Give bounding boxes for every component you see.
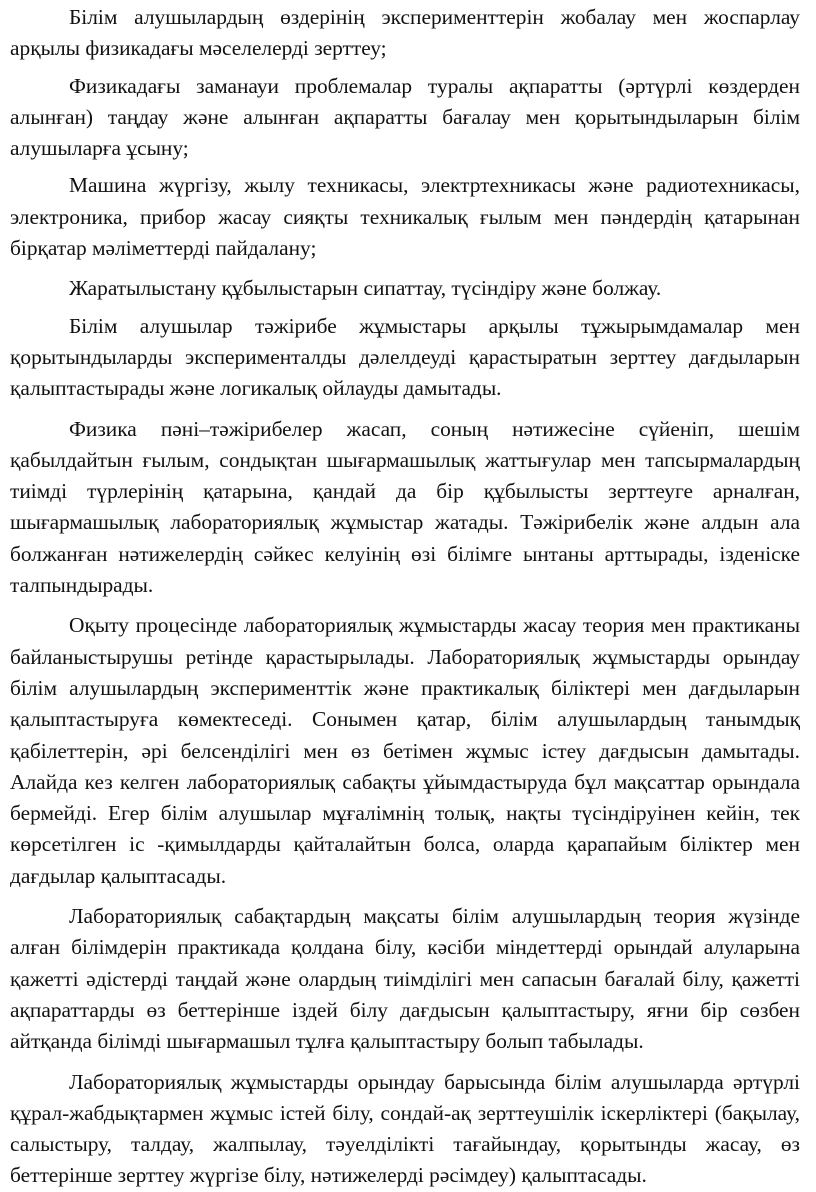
paragraph-technical-sciences: Машина жүргізу, жылу техникасы, электртехникасы және радиотехникасы, электроника, прибор жасау сияқты техникалық ғылым мен пәндердің қатарынан бірқатар мәліметтерді пайдалану; <box>10 173 800 261</box>
paragraph-natural-phenomena: Жаратылыстану құбылыстарын сипаттау, түсіндіру және болжау. <box>69 276 662 301</box>
document-page <box>10 2 800 1192</box>
paragraph-lab-lesson-goal: Лабораториялық сабақтардың мақсаты білім алушылардың теория жүзінде алған білімдерін практикада қолдана білу, кәсіби міндеттерді орындай алуларына қажетті әдістерді таңдай және олардың тиімділігі мен сапасын бағалай білу, қажетті ақпараттарды өз беттерінше іздей білу дағдысын қалыптастыру, яғни бір сөзбен айтқанда білімді шығармашыл тұлға қалыптастыру болып табылады. <box>10 904 800 1054</box>
paragraph-modern-problems: Физикадағы заманауи проблемалар туралы ақпаратты (әртүрлі көздерден алынған) таңдау және алынған ақпаратты бағалау мен қорытындыларын білім алушыларға ұсыну; <box>10 73 800 161</box>
paragraph-lab-skills: Лабораториялық жұмыстарды орындау барысында білім алушыларда әртүрлі құрал-жабдықтармен жұмыс істей білу, сондай-ақ зерттеушілік іскерліктері (бақылау, салыстыру, талдау, жалпылау, тәуелділікті тағайындау, қорытынды жасау, өз беттерінше зерттеу жүргізе білу, нәтижелерді рәсімдеу) қалыптасады. <box>10 1069 800 1188</box>
paragraph-physics-science: Физика пәні–тәжірибелер жасап, соның нәтижесіне сүйеніп, шешім қабылдайтын ғылым, сондықтан шығармашылық жаттығулар мен тапсырмалардың тиімді түрлерінің қатарына, қандай да бір құбылысты зерттеуге арналған, шығармашылық лабораториялық жұмыстар жатады. Тәжірибелік және алдын ала болжанған нәтижелердің сәйкес келуінің өзі білімге ынтаны арттырады, ізденіске талпындырады. <box>10 416 800 598</box>
paragraph-research-skills: Білім алушылар тәжірибе жұмыстары арқылы тұжырымдамалар мен қорытындыларды эксперименталды дәлелдеуді қарастыратын зерттеу дағдыларын қалыптастырады және логикалық ойлауды дамытады. <box>10 313 800 401</box>
paragraph-research-design: Білім алушылардың өздерінің эксперименттерін жобалау мен жоспарлау арқылы физикадағы мәселелерді зерттеу; <box>10 5 800 61</box>
paragraph-lab-work-theory: Оқыту процесінде лабораториялық жұмыстарды жасау теория мен практиканы байланыстырушы ретінде қарастырылады. Лабораториялық жұмыстарды орындау білім алушылардың эксперименттік және практикалық біліктері мен дағдыларын қалыптастыруға көмектеседі. Сонымен қатар, білім алушылардың танымдық қабілеттерін, әрі белсенділігі мен өз бетімен жұмыс істеу дағдысын дамытады. Алайда кез келген лабораториялық сабақты ұйымдастыруда бұл мақсаттар орындала бермейді. Егер білім алушылар мұғалімнің толық, нақты түсіндіруінен кейін, тек көрсетілген іс -қимылдарды қайталайтын болса, оларда қарапайым біліктер мен дағдылар қалыптасады. <box>10 613 800 888</box>
